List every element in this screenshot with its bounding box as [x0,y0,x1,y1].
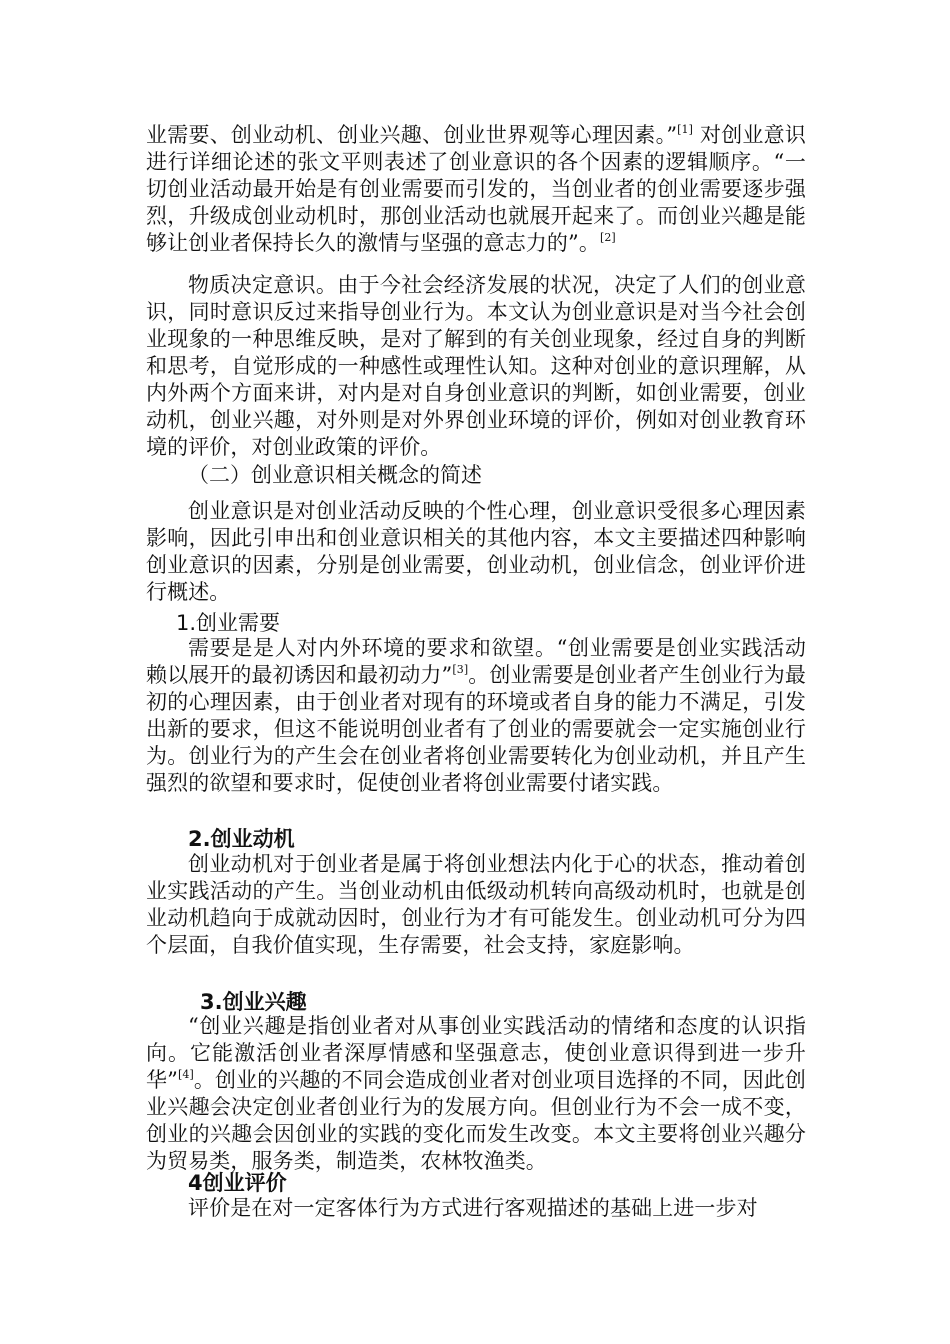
subheading-evaluation: 4创业评价 [188,1171,287,1195]
subheading-need: 1.创业需要 [176,611,281,635]
paragraph-need [146,635,806,797]
paragraph-text: 。创业需要是创业者产生创业行为最初的心理因素，由于创业者对现有的环境或者自身的能力不满足，引发出新的要求，但这不能说明创业者有了创业的需要就会一定实施创业行为。创业行为的产生会在创业者将创业需要转化为创业动机，并且产生强烈的欲望和要求时，促使创业者将创业需要付诸实践。 [146,663,806,795]
paragraph-text: 。创业的兴趣的不同会造成创业者对创业项目选择的不同，因此创业兴趣会决定创业者创业行为的发展方向。但创业行为不会一成不变，创业的兴趣会因创业的实践的变化而发生改变。本文主要将创业兴趣分为贸易类，服务类，制造类，农林牧渔类。 [146,1068,806,1173]
paragraph-continuation [146,122,806,257]
paragraph-motivation: 创业动机对于创业者是属于将创业想法内化于心的状态，推动着创业实践活动的产生。当创业动机由低级动机转向高级动机时，也就是创业动机趋向于成就动因时，创业行为才有可能发生。创业动机可分为四个层面，自我价值实现，生存需要，社会支持，家庭影响。 [146,852,806,957]
section-heading: （二）创业意识相关概念的简述 [188,463,482,487]
paragraph-interest [146,1013,806,1175]
paragraph-matter-consciousness: 物质决定意识。由于今社会经济发展的状况，决定了人们的创业意识，同时意识反过来指导创业行为。本文认为创业意识是对当今社会创业现象的一种思维反映，是对了解到的有关创业现象，经过自身的判断和思考，自觉形成的一种感性或理性认知。这种对创业的意识理解，从内外两个方面来讲，对内是对自身创业意识的判断，如创业需要，创业动机，创业兴趣，对外则是对外界创业环境的评价，例如对创业教育环境的评价，对创业政策的评价。 [146,273,806,459]
paragraph-text: 需要是是人对内外环境的要求和欲望。“创业需要是创业实践活动赖以展开的最初诱因和最初动力” [146,636,806,687]
paragraph-evaluation: 评价是在对一定客体行为方式进行客观描述的基础上进一步对 [188,1196,758,1220]
paragraph-text: 对创业意识进行详细论述的张文平则表述了创业意识的各个因素的逻辑顺序。“一切创业活动最开始是有创业需要而引发的，当创业者的创业需要逐步强烈，升级成创业动机时，那创业活动也就展开起来了。而创业兴趣是能够让创业者保持长久的激情与坚强的意志力的”。 [146,123,806,255]
citation-ref: [2] [599,231,616,244]
paragraph-text: “创业兴趣是指创业者对从事创业实践活动的情绪和态度的认识指向。它能激活创业者深厚情感和坚强意志，使创业意识得到进一步升华” [146,1014,806,1092]
paragraph-intro: 创业意识是对创业活动反映的个性心理，创业意识受很多心理因素影响，因此引申出和创业意识相关的其他内容，本文主要描述四种影响创业意识的因素，分别是创业需要，创业动机，创业信念，创业评价进行概述。 [146,499,806,604]
paragraph-text: 业需要、创业动机、创业兴趣、创业世界观等心理因素。” [146,123,678,147]
subheading-interest: 3.创业兴趣 [200,990,307,1014]
citation-ref: [3] [452,663,469,676]
subheading-motivation: 2.创业动机 [188,827,295,851]
citation-ref: [1] [677,123,694,136]
citation-ref: [4] [177,1068,194,1081]
